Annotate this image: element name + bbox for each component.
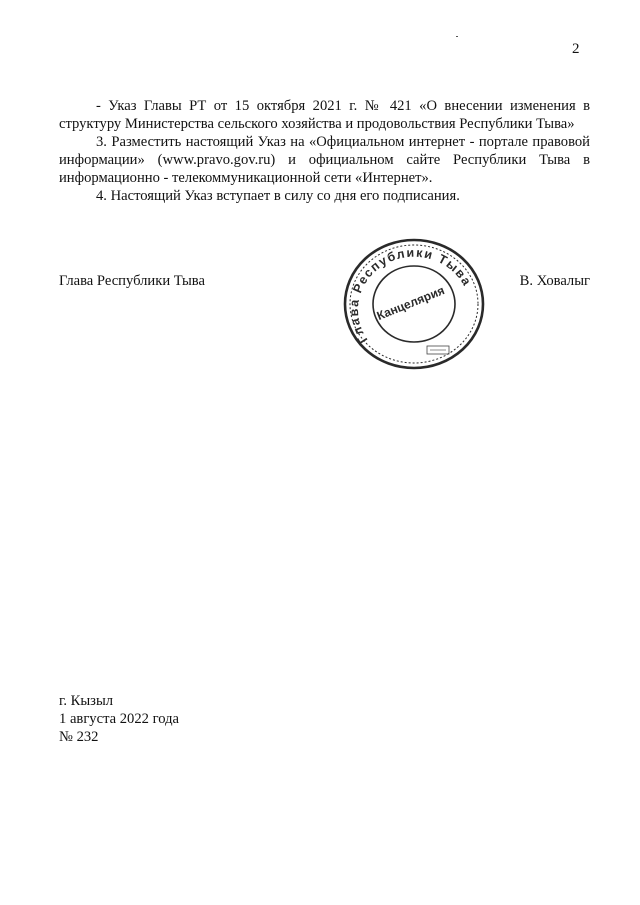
signatory-name: В. Ховалыг [519, 273, 590, 289]
document-footer [59, 692, 179, 746]
signatory-title: Глава Республики Тыва [59, 273, 205, 289]
seal-center-text: Канцелярия [374, 283, 447, 324]
document-body [59, 97, 590, 205]
official-seal-stamp [341, 236, 487, 372]
seal-ring-text: Глава Республики Тыва [346, 245, 475, 346]
footer-number: № 232 [59, 729, 99, 745]
paragraph-publication: 3. Разместить настоящий Указ на «Официальном интернет - портале правовой информации» (www.pravo.gov.ru) и официальном сайте Республики Тыва в информационно - телекоммуникационной сети «Интернет». [59, 134, 590, 186]
page-number: 2 [572, 41, 580, 57]
scan-speck [456, 36, 458, 37]
footer-date: 1 августа 2022 года [59, 711, 179, 727]
paragraph-effective-date: 4. Настоящий Указ вступает в силу со дня его подписания. [96, 188, 460, 204]
footer-city: г. Кызыл [59, 693, 114, 709]
paragraph-decree-reference: - Указ Главы РТ от 15 октября 2021 г. № 421 «О внесении изменения в структуру Министерства сельского хозяйства и продовольствия Республики Тыва» [59, 98, 590, 132]
